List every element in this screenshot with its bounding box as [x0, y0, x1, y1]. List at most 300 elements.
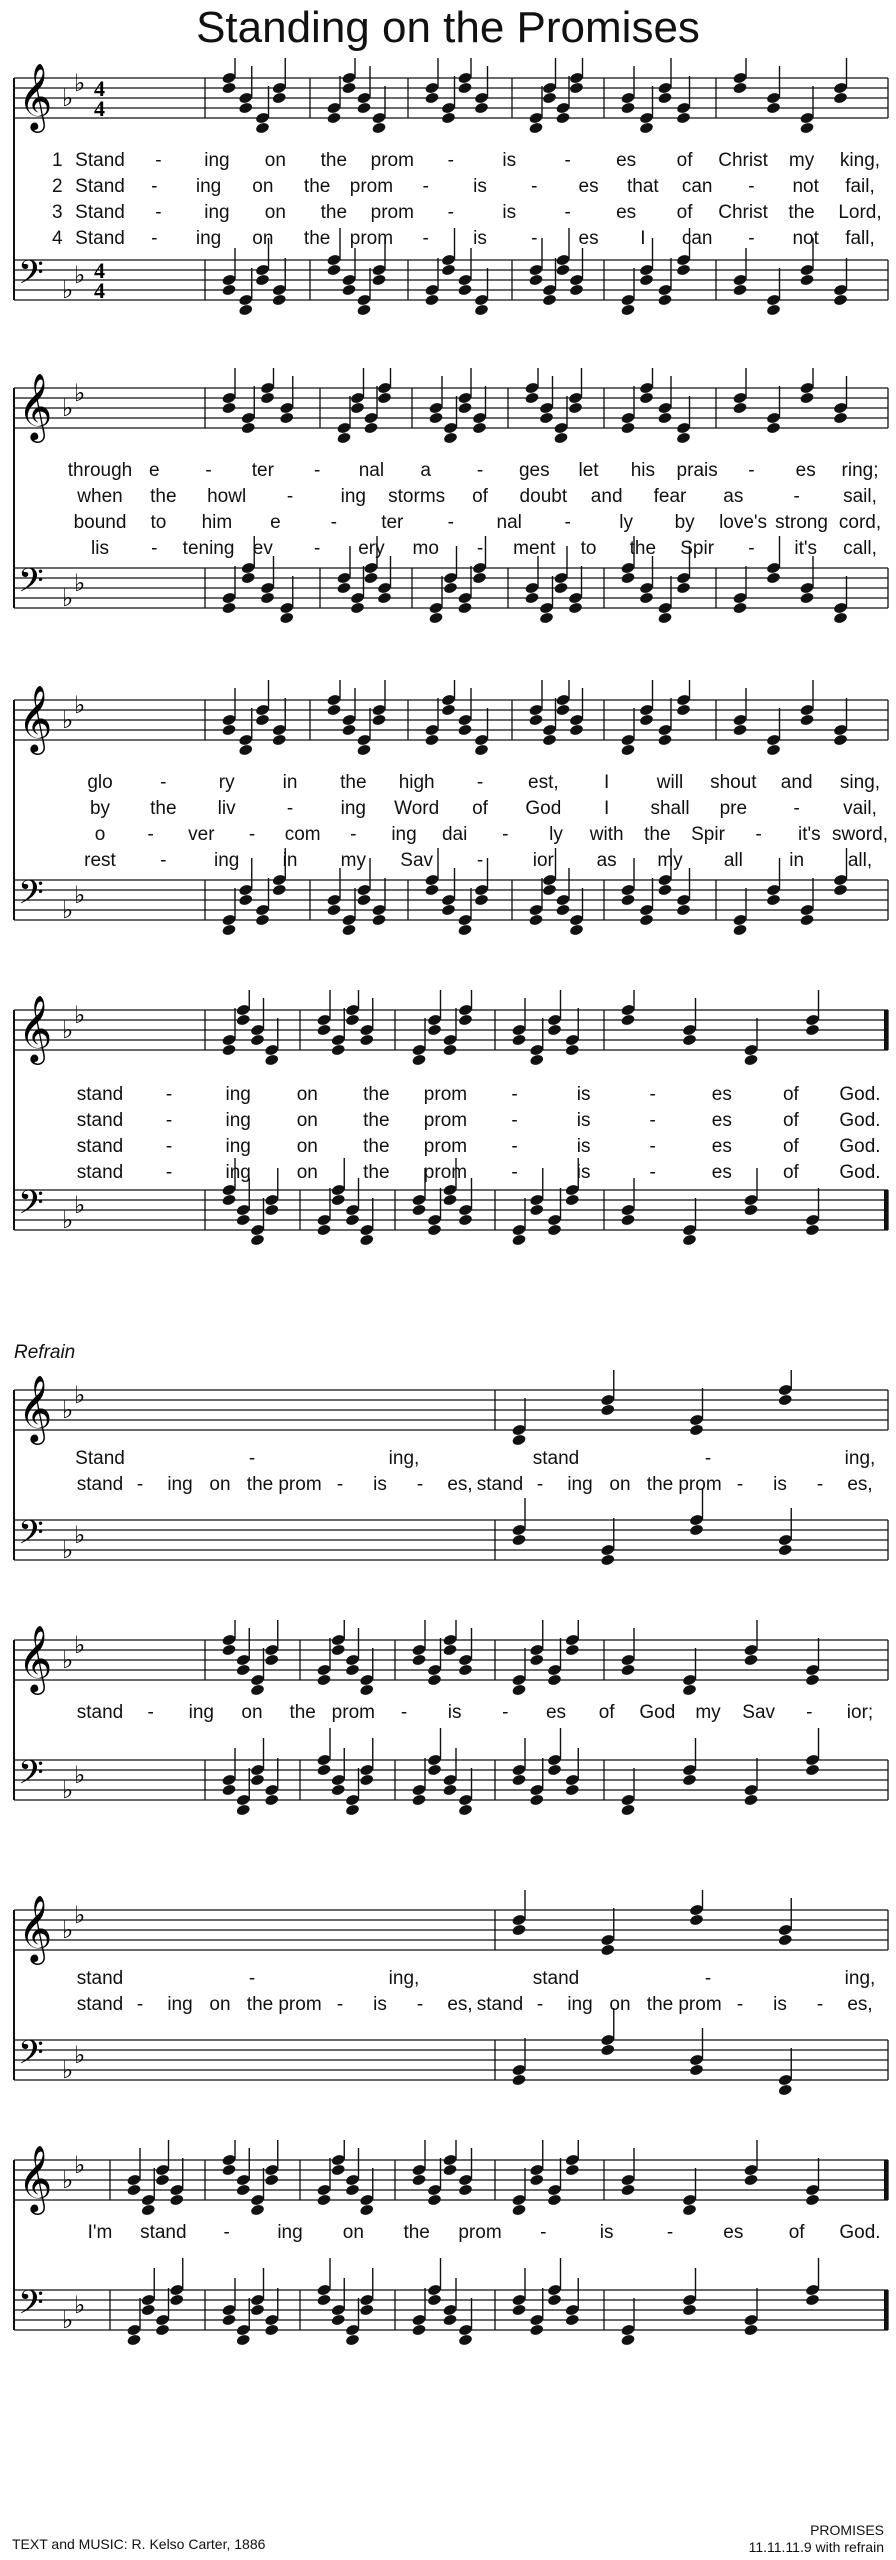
note-head [565, 1043, 580, 1056]
note-head [511, 1433, 526, 1446]
note-head [732, 601, 747, 614]
note-head [682, 1033, 697, 1046]
lyric-syllable: mo [412, 538, 439, 559]
lyric-syllable: on [296, 1084, 318, 1105]
lyric-line [0, 226, 896, 252]
note-head [620, 2183, 635, 2196]
note-head [620, 571, 635, 584]
note-head [799, 713, 814, 726]
lyric-syllable: is [773, 1994, 787, 2015]
lyric-syllable: in [789, 850, 805, 871]
flat-sign-icon: ♭ [62, 2166, 74, 2194]
bass-clef-icon: 𝄢 [18, 1754, 44, 1800]
note-head [424, 883, 439, 896]
lyric-syllable: - [748, 460, 755, 481]
lyric-syllable: ing [340, 798, 367, 819]
lyric-syllable: on [252, 228, 274, 249]
lyric-syllable: - [155, 202, 162, 223]
bass-clef-icon: 𝄢 [18, 254, 44, 300]
lyric-syllable: liv [217, 798, 236, 819]
final-barline [884, 2160, 888, 2200]
lyric-syllable: of [782, 1162, 799, 1183]
treble-clef-icon: 𝄞 [18, 1894, 53, 1962]
note-head [260, 591, 275, 604]
note-head [371, 273, 386, 286]
note-head [427, 1673, 442, 1686]
lyric-syllable: ing [188, 1702, 215, 1723]
lyric-syllable: him [201, 512, 233, 533]
note-head [569, 723, 584, 736]
note-head [441, 903, 456, 916]
lyric-syllable: ter [251, 460, 274, 481]
note-head [528, 121, 543, 134]
tune-name: PROMISES [810, 2522, 884, 2538]
note-head [474, 893, 489, 906]
time-signature-digit: 4 [94, 76, 105, 101]
flat-sign-icon: ♭ [62, 1776, 74, 1804]
note-head [441, 703, 456, 716]
note-head [255, 913, 270, 926]
lyric-syllable: Stand [75, 150, 125, 171]
lyric-syllable: es, [447, 1474, 473, 1495]
lyric-syllable: ing [167, 1474, 193, 1495]
note-head [547, 1023, 562, 1036]
lyric-syllable: - [155, 150, 162, 171]
lyric-syllable: prais [676, 460, 718, 481]
lyric-syllable: - [248, 824, 256, 845]
note-head [141, 2303, 156, 2316]
lyric-syllable: stand [532, 1448, 580, 1469]
lyric-syllable: - [502, 824, 509, 845]
lyric-syllable: - [666, 2222, 674, 2243]
lyric-syllable: - [248, 1968, 256, 1989]
note-head [443, 581, 458, 594]
note-head [424, 91, 439, 104]
lyric-syllable: ring; [841, 460, 879, 481]
note-head [336, 581, 351, 594]
flat-sign-icon: ♭ [62, 1206, 74, 1234]
note-head [316, 1673, 331, 1686]
note-head [424, 293, 439, 306]
flat-sign-icon: ♭ [74, 2291, 86, 2319]
note-head [155, 2173, 170, 2186]
lyric-syllable: to [580, 538, 597, 559]
lyric-syllable: - [400, 1702, 408, 1723]
lyric-syllable: es [616, 202, 637, 223]
lyric-syllable: ing [204, 150, 230, 171]
lyric-syllable: es [578, 176, 599, 197]
lyric-syllable: ing [225, 1110, 251, 1131]
flat-sign-icon: ♭ [74, 69, 86, 97]
note-head [778, 1933, 793, 1946]
lyric-syllable: - [816, 1474, 824, 1495]
note-head [326, 903, 341, 916]
lyric-syllable: - [736, 1474, 744, 1495]
lyric-syllable: glo [87, 772, 113, 793]
note-head [732, 923, 747, 936]
note-head [457, 401, 472, 414]
flat-sign-icon: ♭ [62, 1536, 74, 1564]
note-head [326, 111, 341, 124]
note-head [766, 421, 781, 434]
lyric-line [0, 148, 896, 174]
note-head [743, 1053, 758, 1066]
lyric-syllable: my [788, 150, 815, 171]
lyric-syllable: not [792, 176, 819, 197]
note-head [657, 293, 672, 306]
note-head [442, 2163, 457, 2176]
lyric-syllable: is [576, 1136, 591, 1157]
lyric-syllable: the [363, 1084, 390, 1105]
time-signature-digit: 4 [94, 96, 105, 121]
note-head [221, 1643, 236, 1656]
lyric-syllable: stand [532, 1968, 580, 1989]
note-head [682, 1773, 697, 1786]
note-head [657, 411, 672, 424]
time-signature-digit: 4 [94, 278, 105, 303]
lyric-syllable: ment [513, 538, 556, 559]
lyric-line [0, 1446, 896, 1472]
note-head [511, 2203, 526, 2216]
note-head [441, 263, 456, 276]
note-head [221, 923, 236, 936]
note-head [241, 571, 256, 584]
lyric-syllable: the [644, 824, 671, 845]
lyric-syllable: - [564, 512, 571, 533]
note-head [236, 1213, 251, 1226]
note-head [279, 611, 294, 624]
lyric-syllable: - [136, 1474, 144, 1495]
lyric-syllable: - [564, 202, 571, 223]
note-head [427, 1763, 442, 1776]
lyric-syllable: prom [423, 1136, 468, 1157]
lyric-syllable: vail, [843, 798, 877, 819]
note-head [345, 1803, 360, 1816]
note-head [126, 2333, 141, 2346]
lyric-syllable: prom [458, 2222, 502, 2243]
lyric-line [0, 822, 896, 848]
lyric-syllable: is [599, 2222, 614, 2243]
lyric-syllable: stand [76, 1994, 124, 2015]
note-head [345, 1013, 360, 1026]
lyric-syllable: as [723, 486, 744, 507]
note-head [238, 743, 253, 756]
final-barline [884, 1190, 888, 1230]
lyric-syllable: - [147, 1702, 154, 1723]
note-head [221, 723, 236, 736]
note-head [236, 1663, 251, 1676]
lyric-syllable: - [704, 1968, 712, 1989]
lyric-syllable: prom [278, 1994, 322, 2015]
bass-clef-icon: 𝄢 [18, 562, 44, 608]
note-head [639, 591, 654, 604]
note-head [511, 1683, 526, 1696]
lyric-syllable: dai [441, 824, 468, 845]
lyric-syllable: ing [340, 486, 367, 507]
note-head [221, 1193, 236, 1206]
lyric-line [0, 200, 896, 226]
lyric-syllable: es [723, 2222, 744, 2243]
lyric-syllable: - [536, 1474, 544, 1495]
note-head [363, 421, 378, 434]
note-head [542, 293, 557, 306]
lyric-syllable: on [264, 150, 286, 171]
note-head [238, 893, 253, 906]
note-head [676, 581, 691, 594]
note-head [529, 1053, 544, 1066]
lyric-syllable: e [148, 460, 160, 481]
lyric-syllable: ing [567, 1474, 593, 1495]
lyric-syllable: ing, [388, 1448, 420, 1469]
lyric-syllable: I [604, 798, 610, 819]
note-head [676, 903, 691, 916]
note-head [350, 601, 365, 614]
lyric-syllable: - [151, 538, 158, 559]
lyric-syllable: God. [839, 1136, 881, 1157]
tune-info [749, 2522, 884, 2556]
lyric-line [0, 174, 896, 200]
lyric-syllable: high [398, 772, 435, 793]
lyric-syllable: - [502, 1702, 509, 1723]
note-head [316, 2293, 331, 2306]
note-head [766, 893, 781, 906]
note-head [331, 1643, 346, 1656]
lyric-syllable: Lord, [838, 202, 882, 223]
lyric-syllable: - [806, 1702, 813, 1723]
lyric-syllable: es [711, 1110, 732, 1131]
lyric-syllable: God. [839, 1084, 881, 1105]
lyric-syllable: Spir [691, 824, 725, 845]
lyric-syllable: ing [277, 2222, 303, 2243]
lyric-syllable: - [748, 176, 755, 197]
lyric-syllable: the [246, 1474, 274, 1495]
lyric-syllable: stand [76, 1702, 124, 1723]
lyric-syllable: to [150, 512, 167, 533]
flat-sign-icon: ♭ [74, 379, 86, 407]
lyric-syllable: - [147, 824, 154, 845]
time-signature-digit: 4 [94, 258, 105, 283]
note-head [833, 91, 848, 104]
flat-sign-icon: ♭ [74, 1761, 86, 1789]
lyric-syllable: stand [76, 1110, 124, 1131]
note-head [250, 1773, 265, 1786]
lyric-syllable: Sav [400, 850, 434, 871]
refrain-label: Refrain [14, 1342, 76, 1363]
lyric-syllable: o [94, 824, 106, 845]
note-head [689, 1523, 704, 1536]
lyric-syllable: God. [839, 2222, 881, 2243]
note-head [528, 913, 543, 926]
verse-number: 2 [52, 176, 63, 197]
lyric-syllable: - [422, 176, 429, 197]
note-head [682, 2203, 697, 2216]
lyric-syllable: Stand [75, 1448, 125, 1469]
lyric-syllable: howl [207, 486, 247, 507]
lyric-syllable: it's [794, 538, 818, 559]
lyric-syllable: - [736, 1994, 744, 2015]
lyric-syllable: ing [195, 176, 222, 197]
lyric-syllable: ter [381, 512, 404, 533]
lyric-syllable: in [282, 772, 298, 793]
lyric-syllable: es [795, 460, 816, 481]
lyric-syllable: - [151, 176, 158, 197]
lyric-syllable: - [165, 1110, 173, 1131]
note-head [221, 81, 236, 94]
lyric-syllable: - [447, 202, 454, 223]
lyric-syllable: God [525, 798, 562, 819]
note-head [341, 283, 356, 296]
note-head [639, 713, 654, 726]
lyric-syllable: the [303, 228, 331, 249]
lyric-syllable: is [773, 1474, 787, 1495]
note-head [411, 1203, 426, 1216]
note-head [264, 1053, 279, 1066]
lyric-syllable: of [472, 486, 488, 507]
note-head [778, 1393, 793, 1406]
note-head [428, 411, 443, 424]
lyric-syllable: the [320, 150, 348, 171]
lyric-syllable: of [472, 798, 488, 819]
note-head [458, 2183, 473, 2196]
lyric-syllable: on [209, 1474, 231, 1495]
note-head [542, 91, 557, 104]
lyric-syllable: I [604, 772, 610, 793]
note-head [221, 283, 236, 296]
treble-clef-icon: 𝄞 [18, 994, 53, 1062]
note-head [657, 611, 672, 624]
lyric-syllable: fail, [845, 176, 875, 197]
note-head [250, 2203, 265, 2216]
note-head [600, 1943, 615, 1956]
lyric-syllable: God. [839, 1110, 881, 1131]
note-head [427, 1223, 442, 1236]
bass-clef-icon: 𝄢 [18, 2284, 44, 2330]
lyric-syllable: as [596, 850, 617, 871]
lyric-syllable: tening [182, 538, 235, 559]
lyric-syllable: my [657, 850, 683, 871]
note-head [472, 571, 487, 584]
lyric-syllable: of [782, 1084, 799, 1105]
lyric-syllable: prom [678, 1994, 722, 2015]
treble-clef-icon: 𝄞 [18, 684, 53, 752]
treble-clef-icon: 𝄞 [18, 372, 53, 440]
lyric-syllable: es [578, 228, 599, 249]
lyric-syllable: nal [358, 460, 385, 481]
note-head [427, 2293, 442, 2306]
lyric-syllable: - [704, 1448, 712, 1469]
note-head [620, 743, 635, 756]
lyric-line [0, 796, 896, 822]
note-head [169, 2293, 184, 2306]
lyric-syllable: shall [650, 798, 690, 819]
note-head [553, 581, 568, 594]
note-head [805, 1673, 820, 1686]
note-head [555, 263, 570, 276]
note-head [511, 1533, 526, 1546]
lyric-syllable: of [782, 1136, 799, 1157]
note-head [528, 273, 543, 286]
lyric-syllable: a [420, 460, 431, 481]
note-head [529, 1653, 544, 1666]
note-head [457, 81, 472, 94]
lyric-syllable: is [576, 1110, 591, 1131]
note-head [238, 303, 253, 316]
note-head [442, 1783, 457, 1796]
note-head [457, 923, 472, 936]
flat-sign-icon: ♭ [62, 896, 74, 924]
lyric-syllable: Word [394, 798, 440, 819]
lyric-syllable: - [531, 228, 538, 249]
lyric-syllable: es [711, 1162, 732, 1183]
note-head [529, 1203, 544, 1216]
note-head [799, 391, 814, 404]
note-head [474, 101, 489, 114]
note-head [474, 303, 489, 316]
lyric-syllable: Christ [718, 202, 768, 223]
lyric-syllable: stand [76, 1084, 124, 1105]
note-head [221, 601, 236, 614]
lyric-syllable: on [609, 1994, 631, 2015]
lyric-syllable: ing, [844, 1968, 876, 1989]
lyric-syllable: - [649, 1110, 656, 1131]
note-head [528, 713, 543, 726]
lyric-syllable: storms [388, 486, 446, 507]
note-head [547, 1223, 562, 1236]
lyric-syllable: on [241, 1702, 263, 1723]
lyric-syllable: Spir [680, 538, 715, 559]
lyric-syllable: sing, [839, 772, 881, 793]
lyric-syllable: ev [252, 538, 273, 559]
lyric-syllable: pre [719, 798, 748, 819]
note-head [255, 121, 270, 134]
lyric-syllable: prom [370, 202, 414, 223]
note-head [126, 2183, 141, 2196]
hymn-title: Standing on the Promises [196, 3, 700, 52]
lyric-syllable: let [578, 460, 599, 481]
lyric-syllable: is [576, 1162, 591, 1183]
note-head [833, 411, 848, 424]
note-head [236, 1803, 251, 1816]
note-head [279, 411, 294, 424]
note-head [341, 923, 356, 936]
note-head [805, 1763, 820, 1776]
treble-clef-icon: 𝄞 [18, 62, 53, 130]
lyric-syllable: - [223, 2222, 230, 2243]
note-head [799, 591, 814, 604]
lyric-syllable: and [780, 772, 813, 793]
lyric-syllable: - [336, 1994, 344, 2015]
note-head [458, 1213, 473, 1226]
lyric-syllable: all, [847, 850, 873, 871]
note-head [442, 1193, 457, 1206]
note-head [529, 2323, 544, 2336]
note-head [250, 1233, 265, 1246]
note-head [264, 1793, 279, 1806]
note-head [371, 121, 386, 134]
flat-sign-icon: ♭ [62, 1016, 74, 1044]
note-head [833, 293, 848, 306]
lyric-line [0, 510, 896, 536]
lyric-syllable: the [246, 1994, 274, 2015]
lyric-syllable: - [286, 798, 294, 819]
flat-sign-icon: ♭ [74, 1001, 86, 1029]
note-head [569, 283, 584, 296]
lyric-line [0, 1966, 896, 1992]
note-head [272, 91, 287, 104]
lyric-syllable: I [640, 228, 646, 249]
note-head [458, 2333, 473, 2346]
lyric-syllable: bound [73, 512, 127, 533]
